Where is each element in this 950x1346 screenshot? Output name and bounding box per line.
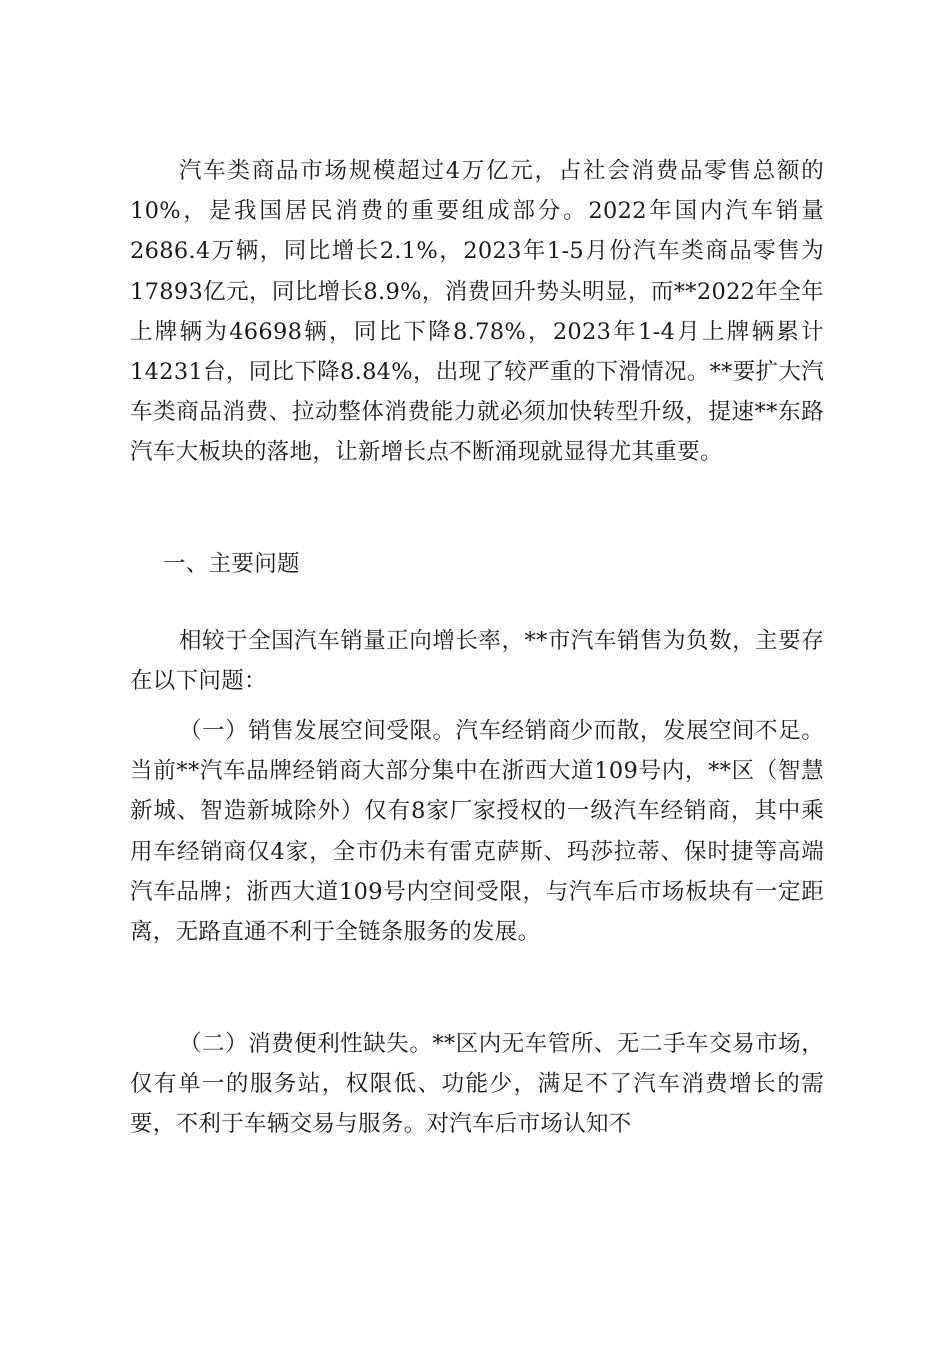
section-heading-main-problems: 一、主要问题 bbox=[163, 551, 300, 577]
paragraph-sales-space-limited: （一）销售发展空间受限。汽车经销商少而散，发展空间不足。当前**汽车品牌经销商大部分集中在浙西大道109号内，**区（智慧新城、智造新城除外）仅有8家厂家授权的一级汽车经销商，其中乘用车经销商仅4家，全市仍未有雷克萨斯、玛莎拉蒂、保时捷等高端汽车品牌；浙西大道109号内空间受限，与汽车后市场板块有一定距离，无路直通不利于全链条服务的发展。 bbox=[130, 718, 824, 946]
paragraph-market-overview: 汽车类商品市场规模超过4万亿元，占社会消费品零售总额的10%，是我国居民消费的重要组成部分。2022年国内汽车销量2686.4万辆，同比增长2.1%，2023年1-5月份汽车类商品零售为17893亿元，同比增长8.9%，消费回升势头明显，而**2022年全年上牌辆为46698辆，同比下降8.78%，2023年1-4月上牌辆累计14231台，同比下降8.84%，出现了较严重的下滑情况。**要扩大汽车类商品消费、拉动整体消费能力就必须加快转型升级，提速**东路汽车大板块的落地，让新增长点不断涌现就显得尤其重要。 bbox=[130, 158, 824, 466]
paragraph-consumer-convenience: （二）消费便利性缺失。**区内无车管所、无二手车交易市场，仅有单一的服务站，权限低、功能少，满足不了汽车消费增长的需要，不利于车辆交易与服务。对汽车后市场认知不 bbox=[130, 1031, 824, 1138]
paragraph-problem-intro: 相较于全国汽车销量正向增长率，**市汽车销售为负数，主要存在以下问题： bbox=[130, 628, 824, 695]
